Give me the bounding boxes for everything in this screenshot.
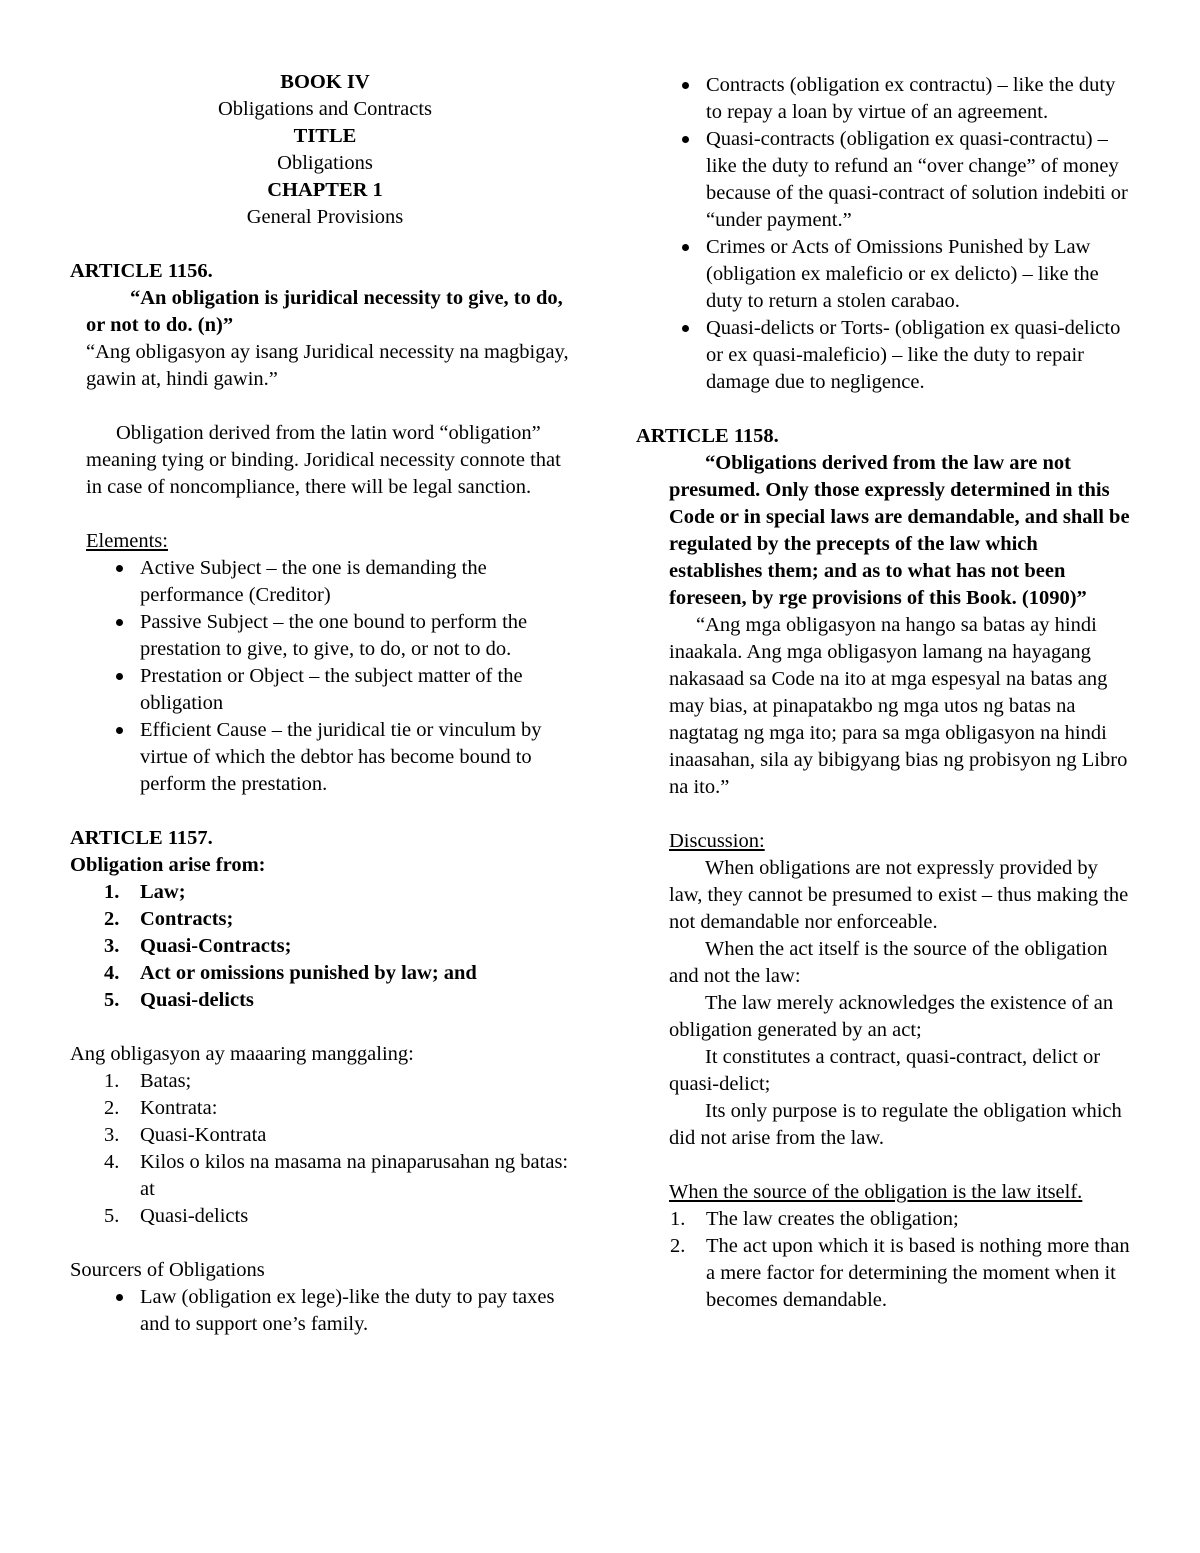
tagalog-intro: Ang obligasyon ay maaaring manggaling:	[70, 1043, 414, 1065]
sources-list	[70, 879, 580, 1014]
article-1158-translation: “Ang mga obligasyon na hango sa batas ay hindi inaakala. Ang mga obligasyon lamang na hayagang nakasaad sa Code na ito at mga espesyal na batas ang may bias, at pinapatakbo ng mga utos ng batas na nagtatag ng mga ito; para sa mga obligasyon na hindi inaasahan, sila ay bibigyang bias ng probisyon ng Libro na ito.”	[669, 614, 1128, 798]
chapter-heading: CHAPTER 1	[267, 179, 383, 201]
list-item: Crimes or Acts of Omissions Punished by Law (obligation ex maleficio or ex delicto) – like the duty to return a stolen carabao.	[636, 234, 1136, 315]
list-item: 2. Kontrata:	[104, 1097, 218, 1119]
list-item: 5. Quasi-delicts	[104, 1205, 249, 1227]
right-column	[636, 72, 1136, 1314]
elements-label: Elements:	[86, 530, 168, 552]
title-subtitle: Obligations	[277, 152, 373, 174]
discussion-paragraph: When obligations are not expressly provided by law, they cannot be presumed to exist – thus making the not demandable nor enforceable.	[669, 857, 1129, 933]
chapter-subtitle: General Provisions	[246, 206, 404, 228]
list-item: 1. Batas;	[104, 1070, 192, 1092]
list-item: Prestation or Object – the subject matter of the obligation	[70, 663, 580, 717]
list-item: 5. Quasi-delicts	[104, 989, 254, 1011]
discussion-paragraph: Its only purpose is to regulate the obligation which did not arise from the law.	[669, 1100, 1122, 1149]
book-subtitle: Obligations and Contracts	[217, 98, 433, 120]
list-item: 3. Quasi-Contracts;	[104, 935, 292, 957]
list-item: Passive Subject – the one bound to perform the prestation to give, to give, to do, or not to do.	[70, 609, 580, 663]
list-item: 1. The law creates the obligation;	[670, 1208, 959, 1230]
article-1156-explanation: Obligation derived from the latin word “obligation” meaning tying or binding. Joridical necessity connote that in case of noncompliance, there will be legal sanction.	[86, 422, 561, 498]
list-item: Contracts (obligation ex contractu) – like the duty to repay a loan by virtue of an agreement.	[636, 72, 1136, 126]
book-heading: BOOK IV	[280, 71, 370, 93]
article-1156-heading: ARTICLE 1156.	[70, 260, 213, 282]
list-item: Quasi-delicts or Torts- (obligation ex quasi-delicto or ex quasi-maleficio) – like the duty to repair damage due to negligence.	[636, 315, 1136, 396]
list-item: Quasi-contracts (obligation ex quasi-contractu) – like the duty to refund an “over change” of money because of the quasi-contract of solution indebiti or “under payment.”	[636, 126, 1136, 234]
article-1156-quote: “An obligation is juridical necessity to give, to do, or not to do. (n)”	[86, 287, 563, 336]
article-1158-quote: “Obligations derived from the law are not presumed. Only those expressly determined in this Code or in special laws are demandable, and shall be regulated by the precepts of the law which establishes them; and as to what has not been foreseen, by rge provisions of this Book. (1090)”	[669, 452, 1130, 609]
law-source-list	[636, 1206, 1136, 1314]
tagalog-sources-list	[70, 1068, 580, 1230]
list-item: 1. Law;	[104, 881, 186, 903]
list-item: 2. Contracts;	[104, 908, 234, 930]
list-item: Efficient Cause – the juridical tie or vinculum by virtue of which the debtor has become bound to perform the prestation.	[70, 717, 580, 798]
title-heading: TITLE	[293, 125, 357, 147]
article-1156-translation: “Ang obligasyon ay isang Juridical necessity na magbigay, gawin at, hindi gawin.”	[86, 341, 569, 390]
sourcers-list-left	[70, 1284, 580, 1338]
list-item: 2. The act upon which it is based is nothing more than a mere factor for determining the moment when it becomes demandable.	[670, 1235, 1130, 1311]
list-item: Active Subject – the one is demanding the performance (Creditor)	[70, 555, 580, 609]
elements-list	[70, 555, 580, 798]
article-1157-subheading: Obligation arise from:	[70, 854, 266, 876]
sourcers-label: Sourcers of Obligations	[70, 1259, 265, 1281]
discussion-paragraph: It constitutes a contract, quasi-contract, delict or quasi-delict;	[669, 1046, 1101, 1095]
list-item: Law (obligation ex lege)-like the duty to pay taxes and to support one’s family.	[70, 1284, 580, 1338]
sourcers-list-right	[636, 72, 1136, 396]
discussion-paragraph: When the act itself is the source of the obligation and not the law:	[669, 938, 1108, 987]
article-1157-heading: ARTICLE 1157.	[70, 827, 213, 849]
list-item: 4. Kilos o kilos na masama na pinaparusahan ng batas: at	[104, 1151, 569, 1200]
left-column	[70, 69, 580, 1338]
article-1158-heading: ARTICLE 1158.	[636, 425, 779, 447]
law-source-label: When the source of the obligation is the law itself.	[669, 1181, 1083, 1203]
discussion-paragraph: The law merely acknowledges the existence of an obligation generated by an act;	[669, 992, 1114, 1041]
list-item: 3. Quasi-Kontrata	[104, 1124, 267, 1146]
list-item: 4. Act or omissions punished by law; and	[104, 962, 477, 984]
discussion-label: Discussion:	[669, 830, 765, 852]
